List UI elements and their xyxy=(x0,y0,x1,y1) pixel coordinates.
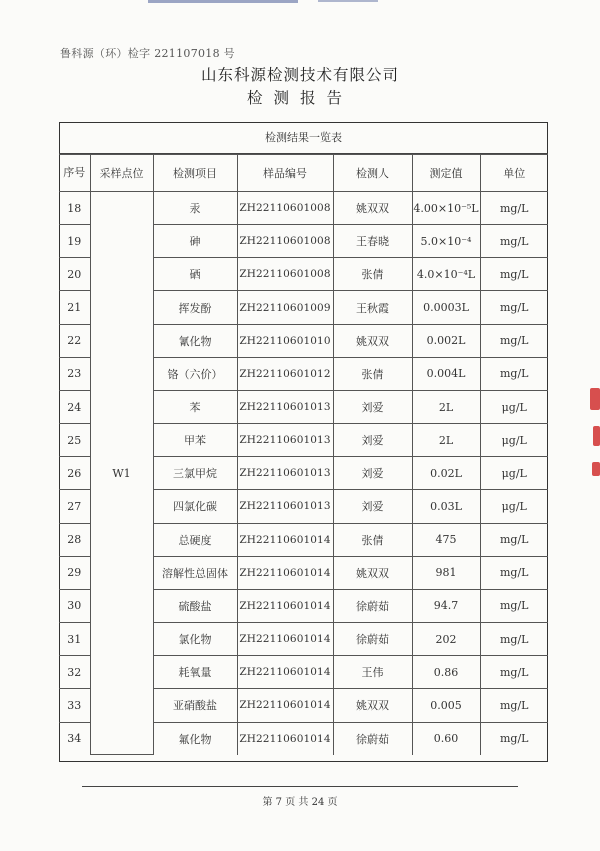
report-number: 鲁科源（环）检字 221107018 号 xyxy=(60,47,235,60)
top-edge-mark-2 xyxy=(318,0,378,2)
tester-cell: 姚双双 xyxy=(333,689,412,722)
item-cell: 溶解性总固体 xyxy=(153,556,237,589)
sample-id-cell: ZH22110601014 xyxy=(237,689,333,722)
row-number-cell: 34 xyxy=(59,722,90,755)
unit-cell: mg/L xyxy=(480,291,548,324)
company-name: 山东科源检测技术有限公司 xyxy=(200,66,399,84)
row-number-cell: 24 xyxy=(59,390,90,423)
item-cell: 硒 xyxy=(153,258,237,291)
unit-cell: μg/L xyxy=(480,424,548,457)
item-cell: 砷 xyxy=(153,225,237,258)
value-cell: 0.002L xyxy=(412,324,480,357)
tester-cell: 王伟 xyxy=(333,656,412,689)
row-number-cell: 22 xyxy=(59,324,90,357)
tester-cell: 刘爱 xyxy=(333,457,412,490)
sample-id-cell: ZH22110601008 xyxy=(237,225,333,258)
sample-id-cell: ZH22110601014 xyxy=(237,656,333,689)
results-table xyxy=(59,154,548,755)
tester-cell: 徐蔚茹 xyxy=(333,623,412,656)
unit-cell: mg/L xyxy=(480,556,548,589)
unit-cell: mg/L xyxy=(480,192,548,225)
sample-id-cell: ZH22110601014 xyxy=(237,589,333,622)
item-cell: 苯 xyxy=(153,390,237,423)
row-number-cell: 25 xyxy=(59,424,90,457)
sample-id-cell: ZH22110601014 xyxy=(237,523,333,556)
tester-cell: 张倩 xyxy=(333,258,412,291)
unit-cell: mg/L xyxy=(480,523,548,556)
value-cell: 0.86 xyxy=(412,656,480,689)
tester-cell: 徐蔚茹 xyxy=(333,589,412,622)
sample-id-cell: ZH22110601009 xyxy=(237,291,333,324)
item-cell: 氰化物 xyxy=(153,324,237,357)
top-edge-mark xyxy=(148,0,298,3)
value-cell: 475 xyxy=(412,523,480,556)
item-cell: 总硬度 xyxy=(153,523,237,556)
unit-cell: mg/L xyxy=(480,357,548,390)
unit-cell: μg/L xyxy=(480,457,548,490)
value-cell: 94.7 xyxy=(412,589,480,622)
sample-id-cell: ZH22110601010 xyxy=(237,324,333,357)
row-number-cell: 33 xyxy=(59,689,90,722)
sample-id-cell: ZH22110601012 xyxy=(237,357,333,390)
item-cell: 甲苯 xyxy=(153,424,237,457)
column-header-unit: 单位 xyxy=(480,155,548,192)
row-number-cell: 28 xyxy=(59,523,90,556)
tester-cell: 刘爱 xyxy=(333,424,412,457)
seal-edge-mark xyxy=(593,426,600,446)
item-cell: 四氯化碳 xyxy=(153,490,237,523)
unit-cell: mg/L xyxy=(480,258,548,291)
footer-divider xyxy=(82,786,518,787)
value-cell: 0.004L xyxy=(412,357,480,390)
tester-cell: 姚双双 xyxy=(333,324,412,357)
table-title: 检测结果一览表 xyxy=(59,122,548,154)
row-number-cell: 29 xyxy=(59,556,90,589)
item-cell: 耗氧量 xyxy=(153,656,237,689)
unit-cell: μg/L xyxy=(480,490,548,523)
column-header-no: 序号 xyxy=(59,155,90,192)
value-cell: 4.0×10⁻⁴L xyxy=(412,258,480,291)
value-cell: 0.02L xyxy=(412,457,480,490)
value-cell: 0.03L xyxy=(412,490,480,523)
tester-cell: 张倩 xyxy=(333,357,412,390)
sample-id-cell: ZH22110601008 xyxy=(237,192,333,225)
tester-cell: 王春晓 xyxy=(333,225,412,258)
seal-edge-mark xyxy=(592,462,600,476)
tester-cell: 张倩 xyxy=(333,523,412,556)
tester-cell: 姚双双 xyxy=(333,556,412,589)
row-number-cell: 20 xyxy=(59,258,90,291)
row-number-cell: 21 xyxy=(59,291,90,324)
results-table-body xyxy=(59,192,548,755)
table-header-row xyxy=(59,155,548,192)
row-number-cell: 19 xyxy=(59,225,90,258)
item-cell: 氯化物 xyxy=(153,623,237,656)
item-cell: 铬（六价） xyxy=(153,357,237,390)
row-number-cell: 18 xyxy=(59,192,90,225)
row-number-cell: 26 xyxy=(59,457,90,490)
sample-id-cell: ZH22110601013 xyxy=(237,424,333,457)
row-number-cell: 30 xyxy=(59,589,90,622)
tester-cell: 王秋霞 xyxy=(333,291,412,324)
row-number-cell: 27 xyxy=(59,490,90,523)
value-cell: 4.00×10⁻⁵L xyxy=(412,192,480,225)
row-number-cell: 32 xyxy=(59,656,90,689)
sampling-point-cell: W1 xyxy=(90,192,153,755)
item-cell: 挥发酚 xyxy=(153,291,237,324)
column-header-sample-id: 样品编号 xyxy=(237,155,333,192)
item-cell: 氟化物 xyxy=(153,722,237,755)
value-cell: 5.0×10⁻⁴ xyxy=(412,225,480,258)
unit-cell: mg/L xyxy=(480,225,548,258)
unit-cell: mg/L xyxy=(480,324,548,357)
unit-cell: mg/L xyxy=(480,623,548,656)
tester-cell: 姚双双 xyxy=(333,192,412,225)
sample-id-cell: ZH22110601013 xyxy=(237,457,333,490)
item-cell: 硫酸盐 xyxy=(153,589,237,622)
unit-cell: mg/L xyxy=(480,689,548,722)
row-number-cell: 31 xyxy=(59,623,90,656)
report-title: 检测报告 xyxy=(246,89,353,107)
page-info: 第 7 页 共 24 页 xyxy=(262,797,338,808)
item-cell: 汞 xyxy=(153,192,237,225)
unit-cell: μg/L xyxy=(480,390,548,423)
sample-id-cell: ZH22110601014 xyxy=(237,722,333,755)
sample-id-cell: ZH22110601013 xyxy=(237,390,333,423)
table-row xyxy=(59,192,548,225)
item-cell: 亚硝酸盐 xyxy=(153,689,237,722)
value-cell: 981 xyxy=(412,556,480,589)
column-header-item: 检测项目 xyxy=(153,155,237,192)
value-cell: 2L xyxy=(412,390,480,423)
seal-edge-mark xyxy=(590,388,600,410)
sample-id-cell: ZH22110601014 xyxy=(237,623,333,656)
column-header-value: 测定值 xyxy=(412,155,480,192)
column-header-tester: 检测人 xyxy=(333,155,412,192)
value-cell: 2L xyxy=(412,424,480,457)
value-cell: 0.0003L xyxy=(412,291,480,324)
value-cell: 202 xyxy=(412,623,480,656)
unit-cell: mg/L xyxy=(480,656,548,689)
tester-cell: 刘爱 xyxy=(333,390,412,423)
unit-cell: mg/L xyxy=(480,589,548,622)
tester-cell: 刘爱 xyxy=(333,490,412,523)
value-cell: 0.60 xyxy=(412,722,480,755)
sample-id-cell: ZH22110601013 xyxy=(237,490,333,523)
sample-id-cell: ZH22110601014 xyxy=(237,556,333,589)
unit-cell: mg/L xyxy=(480,722,548,755)
tester-cell: 徐蔚茹 xyxy=(333,722,412,755)
item-cell: 三氯甲烷 xyxy=(153,457,237,490)
column-header-sampling-point: 采样点位 xyxy=(90,155,153,192)
row-number-cell: 23 xyxy=(59,357,90,390)
value-cell: 0.005 xyxy=(412,689,480,722)
sample-id-cell: ZH22110601008 xyxy=(237,258,333,291)
